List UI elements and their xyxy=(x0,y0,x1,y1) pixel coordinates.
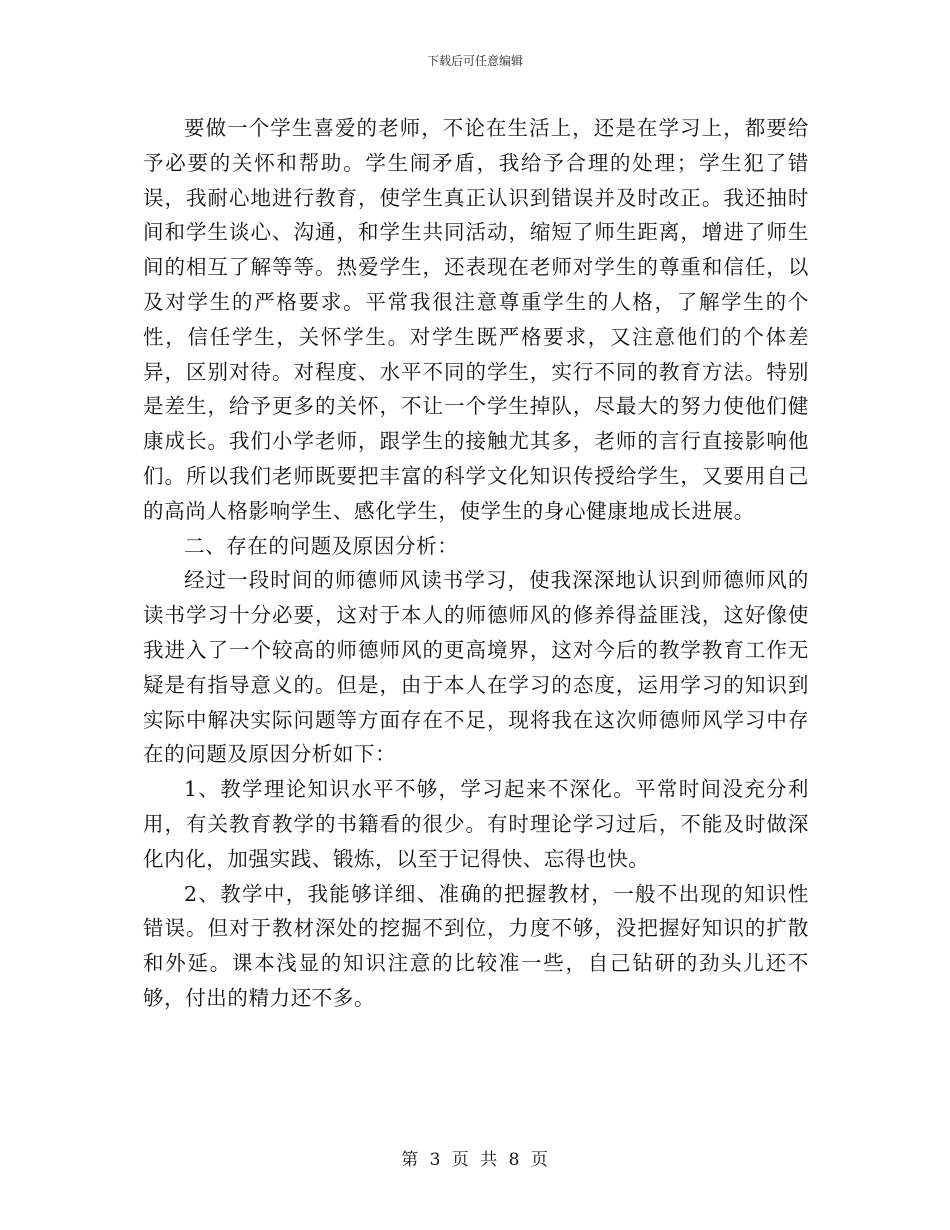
document-body xyxy=(143,111,809,1016)
paragraph-problem-2: 2、教学中，我能够详细、准确的把握教材，一般不出现的知识性错误。但对于教材深处的挖掘不到位，力度不够，没把握好知识的扩散和外延。课本浅显的知识注意的比较准一些，自己钻研的劲头儿还不够，付出的精力还不多。 xyxy=(143,881,809,1010)
section-heading-problems: 二、存在的问题及原因分析： xyxy=(184,533,459,558)
page-header: 下载后可任意编辑 xyxy=(426,54,523,68)
paragraph-problem-1: 1、教学理论知识水平不够，学习起来不深化。平常时间没充分利用，有关教育教学的书籍看的很少。有时理论学习过后，不能及时做深化内化，加强实践、锻炼，以至于记得快、忘得也快。 xyxy=(143,777,809,871)
page-number: 第 3 页 共 8 页 xyxy=(401,1150,549,1170)
paragraph-study-reflection: 经过一段时间的师德师风读书学习，使我深深地认识到师德师风的读书学习十分必要，这对于本人的师德师风的修养得益匪浅，这好像使我进入了一个较高的师德师风的更高境界，这对今后的教学教育工作无疑是有指导意义的。但是，由于本人在学习的态度，运用学习的知识到实际中解决实际问题等方面存在不足，现将我在这次师德师风学习中存在的问题及原因分析如下： xyxy=(143,568,809,767)
paragraph-teacher-care: 要做一个学生喜爱的老师，不论在生活上，还是在学习上，都要给予必要的关怀和帮助。学生闹矛盾，我给予合理的处理；学生犯了错误，我耐心地进行教育，使学生真正认识到错误并及时改正。我还抽时间和学生谈心、沟通，和学生共同活动，缩短了师生距离，增进了师生间的相互了解等等。热爱学生，还表现在老师对学生的尊重和信任，以及对学生的严格要求。平常我很注意尊重学生的人格，了解学生的个性，信任学生，关怀学生。对学生既严格要求，又注意他们的个体差异，区别对待。对程度、水平不同的学生，实行不同的教育方法。特别是差生，给予更多的关怀，不让一个学生掉队，尽最大的努力使他们健康成长。我们小学老师，跟学生的接触尤其多，老师的言行直接影响他们。所以我们老师既要把丰富的科学文化知识传授给学生，又要用自己的高尚人格影响学生、感化学生，使学生的身心健康地成长进展。 xyxy=(143,116,809,523)
